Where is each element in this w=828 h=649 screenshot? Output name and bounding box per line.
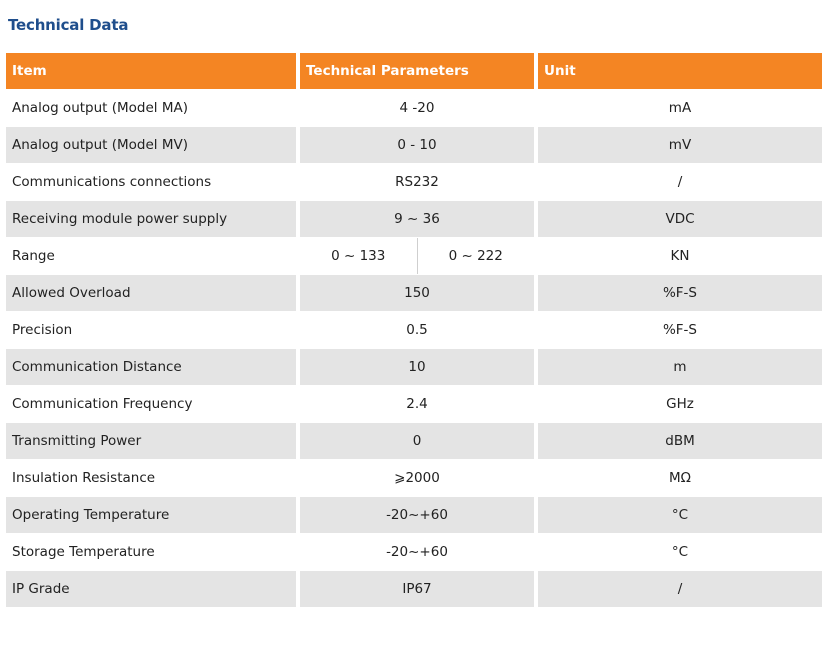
range-value-b: 0 ~ 222 bbox=[448, 248, 503, 264]
row-unit: mV bbox=[538, 127, 822, 163]
row-param: -20~+60 bbox=[300, 534, 534, 570]
table-row bbox=[6, 90, 822, 126]
row-param: RS232 bbox=[300, 164, 534, 200]
row-param: ⩾2000 bbox=[300, 460, 534, 496]
row-unit: GHz bbox=[538, 386, 822, 422]
row-unit: / bbox=[538, 571, 822, 607]
row-item: Communication Frequency bbox=[6, 386, 296, 422]
row-item: Range bbox=[6, 238, 296, 274]
table-row bbox=[6, 386, 822, 422]
row-param: 4 -20 bbox=[300, 90, 534, 126]
row-unit: / bbox=[538, 164, 822, 200]
table-row bbox=[6, 164, 822, 200]
row-unit: °C bbox=[538, 534, 822, 570]
row-item: Operating Temperature bbox=[6, 497, 296, 533]
table-row-range bbox=[6, 238, 822, 274]
row-unit: m bbox=[538, 349, 822, 385]
row-item: Analog output (Model MA) bbox=[6, 90, 296, 126]
row-item: Storage Temperature bbox=[6, 534, 296, 570]
row-unit: mA bbox=[538, 90, 822, 126]
table-row bbox=[6, 497, 822, 533]
row-param: 0 - 10 bbox=[300, 127, 534, 163]
range-value-a: 0 ~ 133 bbox=[300, 238, 418, 274]
row-param-split bbox=[300, 238, 534, 274]
row-unit: %F-S bbox=[538, 312, 822, 348]
row-unit: MΩ bbox=[538, 460, 822, 496]
row-unit: %F-S bbox=[538, 275, 822, 311]
row-param: 150 bbox=[300, 275, 534, 311]
row-param: -20~+60 bbox=[300, 497, 534, 533]
table-row bbox=[6, 423, 822, 459]
row-unit: KN bbox=[538, 238, 822, 274]
row-param: 0 bbox=[300, 423, 534, 459]
row-unit: VDC bbox=[538, 201, 822, 237]
row-item: Transmitting Power bbox=[6, 423, 296, 459]
technical-data-table bbox=[2, 52, 826, 608]
table-row bbox=[6, 460, 822, 496]
header-unit: Unit bbox=[538, 53, 822, 89]
row-param: IP67 bbox=[300, 571, 534, 607]
row-param: 9 ~ 36 bbox=[300, 201, 534, 237]
table-row bbox=[6, 127, 822, 163]
row-item: Communication Distance bbox=[6, 349, 296, 385]
table-row bbox=[6, 571, 822, 607]
header-technical-parameters: Technical Parameters bbox=[300, 53, 534, 89]
section-title: Technical Data bbox=[8, 16, 129, 34]
table-row bbox=[6, 275, 822, 311]
table-row bbox=[6, 201, 822, 237]
row-item: Precision bbox=[6, 312, 296, 348]
row-item: Insulation Resistance bbox=[6, 460, 296, 496]
row-param: 10 bbox=[300, 349, 534, 385]
table-header-row bbox=[6, 53, 822, 89]
row-item: Allowed Overload bbox=[6, 275, 296, 311]
row-param: 2.4 bbox=[300, 386, 534, 422]
row-unit: dBM bbox=[538, 423, 822, 459]
row-item: IP Grade bbox=[6, 571, 296, 607]
row-item: Receiving module power supply bbox=[6, 201, 296, 237]
table-row bbox=[6, 312, 822, 348]
row-param: 0.5 bbox=[300, 312, 534, 348]
row-item: Communications connections bbox=[6, 164, 296, 200]
header-item: Item bbox=[6, 53, 296, 89]
table-row bbox=[6, 349, 822, 385]
row-item: Analog output (Model MV) bbox=[6, 127, 296, 163]
row-unit: °C bbox=[538, 497, 822, 533]
table-row bbox=[6, 534, 822, 570]
